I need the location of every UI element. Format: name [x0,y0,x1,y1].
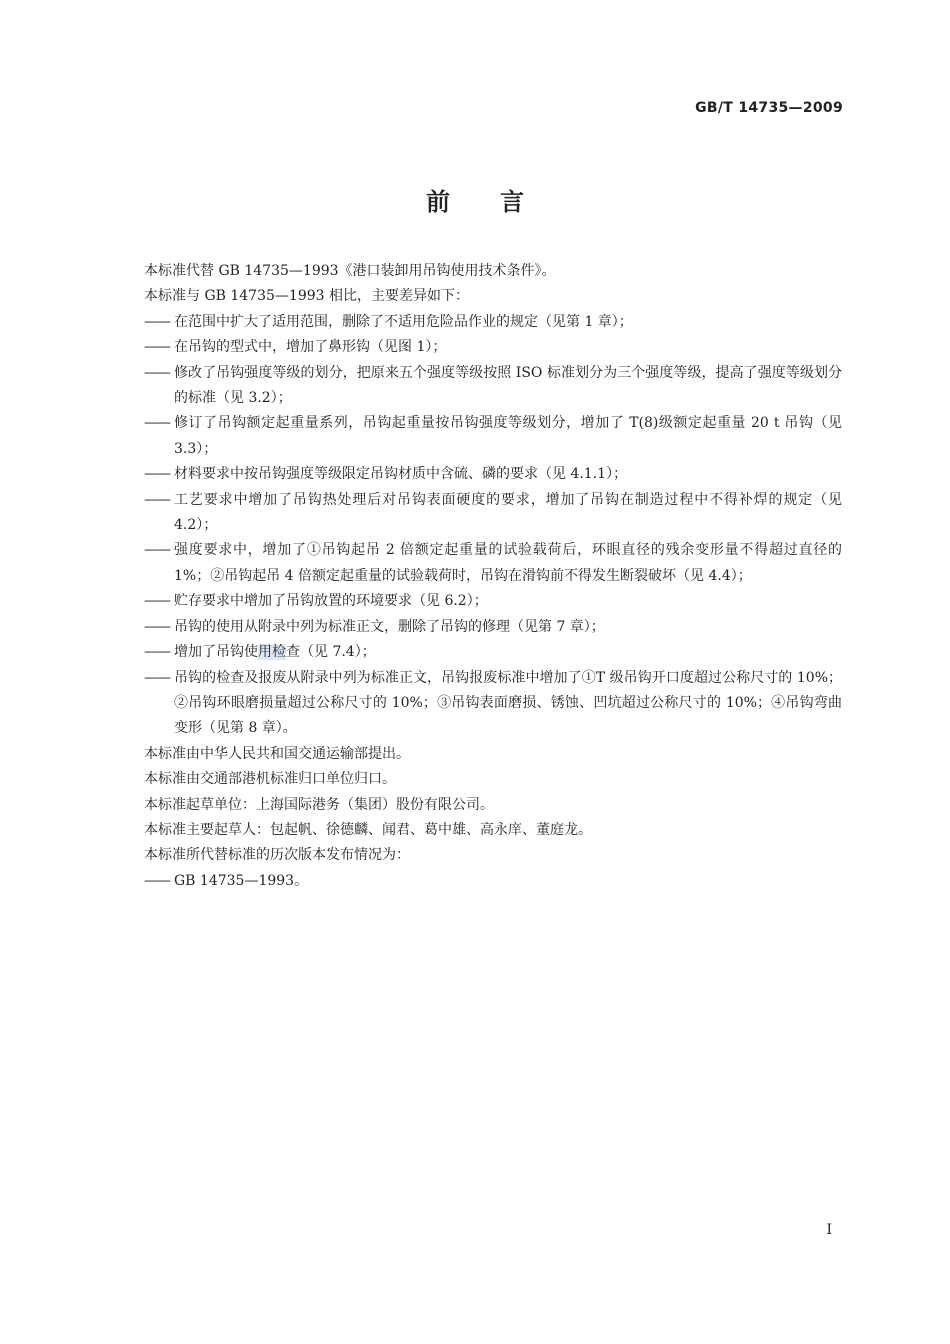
paragraph: 本标准与 GB 14735—1993 相比，主要差异如下： [144,288,469,305]
dash-marker: —— [144,872,170,889]
list-item-text: 材料要求中按吊钩强度等级限定吊钩材质中含硫、磷的要求（见 4.1.1）； [174,466,628,483]
list-item [144,361,842,412]
paragraph: 本标准所代替标准的历次版本发布情况为： [144,847,410,864]
dash-marker: —— [144,466,170,483]
list-item [144,310,842,335]
paragraph: 本标准由中华人民共和国交通运输部提出。 [144,745,410,762]
list-item [144,869,842,894]
dash-marker: —— [144,644,170,661]
paragraph: 本标准主要起草人：包起帆、徐德麟、闻君、葛中雄、高永庠、董庭龙。 [144,821,592,838]
list-item [144,488,842,539]
page-number: I [826,1222,832,1238]
dash-marker: —— [144,364,170,381]
list-item-text: 修订了吊钩额定起重量系列，吊钩起重量按吊钩强度等级划分，增加了 T(8)级额定起重量 20 t 吊钩（见 3.3）； [174,415,842,457]
list-item-text-end: 查（见 7.4）； [286,644,376,661]
list-item [144,589,842,614]
list-item [144,640,842,665]
list-item-text: 强度要求中，增加了①吊钩起吊 2 倍额定起重量的试验载荷后，环眼直径的残余变形量不得超过直径的 1%；②吊钩起吊 4 倍额定起重量的试验载荷时，吊钩在滑钩前不得发生断裂破坏（见 4.4）； [174,542,842,584]
dash-marker: —— [144,491,170,508]
paragraph: 本标准起草单位：上海国际港务（集团）股份有限公司。 [144,796,494,813]
dash-marker: —— [144,593,170,610]
list-item [144,462,842,487]
page-title: 前言 [426,188,574,216]
list-item-text-start: 增加了吊钩使 [174,644,258,661]
list-item-text: 吊钩的检查及报废从附录中列为标准正文，吊钩报废标准中增加了①T 级吊钩开口度超过公称尺寸的 10%；②吊钩环眼磨损量超过公称尺寸的 10%；③吊钩表面磨损、锈蚀、凹坑超过公称尺寸的 10%；④吊钩弯曲变形（见第 8 章）。 [174,669,842,737]
paragraph: 本标准由交通部港机标准归口单位归口。 [144,771,396,788]
list-item-text: 修改了吊钩强度等级的划分，把原来五个强度等级按照 ISO 标准划分为三个强度等级，提高了强度等级划分的标准（见 3.2）； [174,364,842,407]
paragraph: 本标准代替 GB 14735—1993《港口装卸用吊钩使用技术条件》。 [144,263,556,279]
dash-marker: —— [144,669,170,686]
list-item-text: 贮存要求中增加了吊钩放置的环境要求（见 6.2）； [174,593,488,610]
standard-code: GB/T 14735—2009 [695,100,843,116]
dash-marker: —— [144,618,170,635]
dash-marker: —— [144,415,170,432]
dash-marker: —— [144,313,170,330]
list-item [144,666,842,742]
text-selection-highlight: 用检 [258,644,286,661]
list-item [144,538,842,589]
list-item-text: 在范围中扩大了适用范围，删除了不适用危险品作业的规定（见第 1 章）； [174,313,633,330]
list-item-text: 工艺要求中增加了吊钩热处理后对吊钩表面硬度的要求，增加了吊钩在制造过程中不得补焊的规定（见 4.2）； [174,491,842,534]
list-item-text: 在吊钩的型式中，增加了鼻形钩（见图 1）； [174,339,447,356]
list-item [144,335,842,360]
list-item [144,615,842,640]
list-item-text: 吊钩的使用从附录中列为标准正文，删除了吊钩的修理（见第 7 章）； [174,618,605,635]
dash-marker: —— [144,542,170,559]
dash-marker: —— [144,339,170,356]
list-item [144,411,842,462]
foreword-body [144,259,842,894]
list-item-text: GB 14735—1993。 [174,872,309,889]
